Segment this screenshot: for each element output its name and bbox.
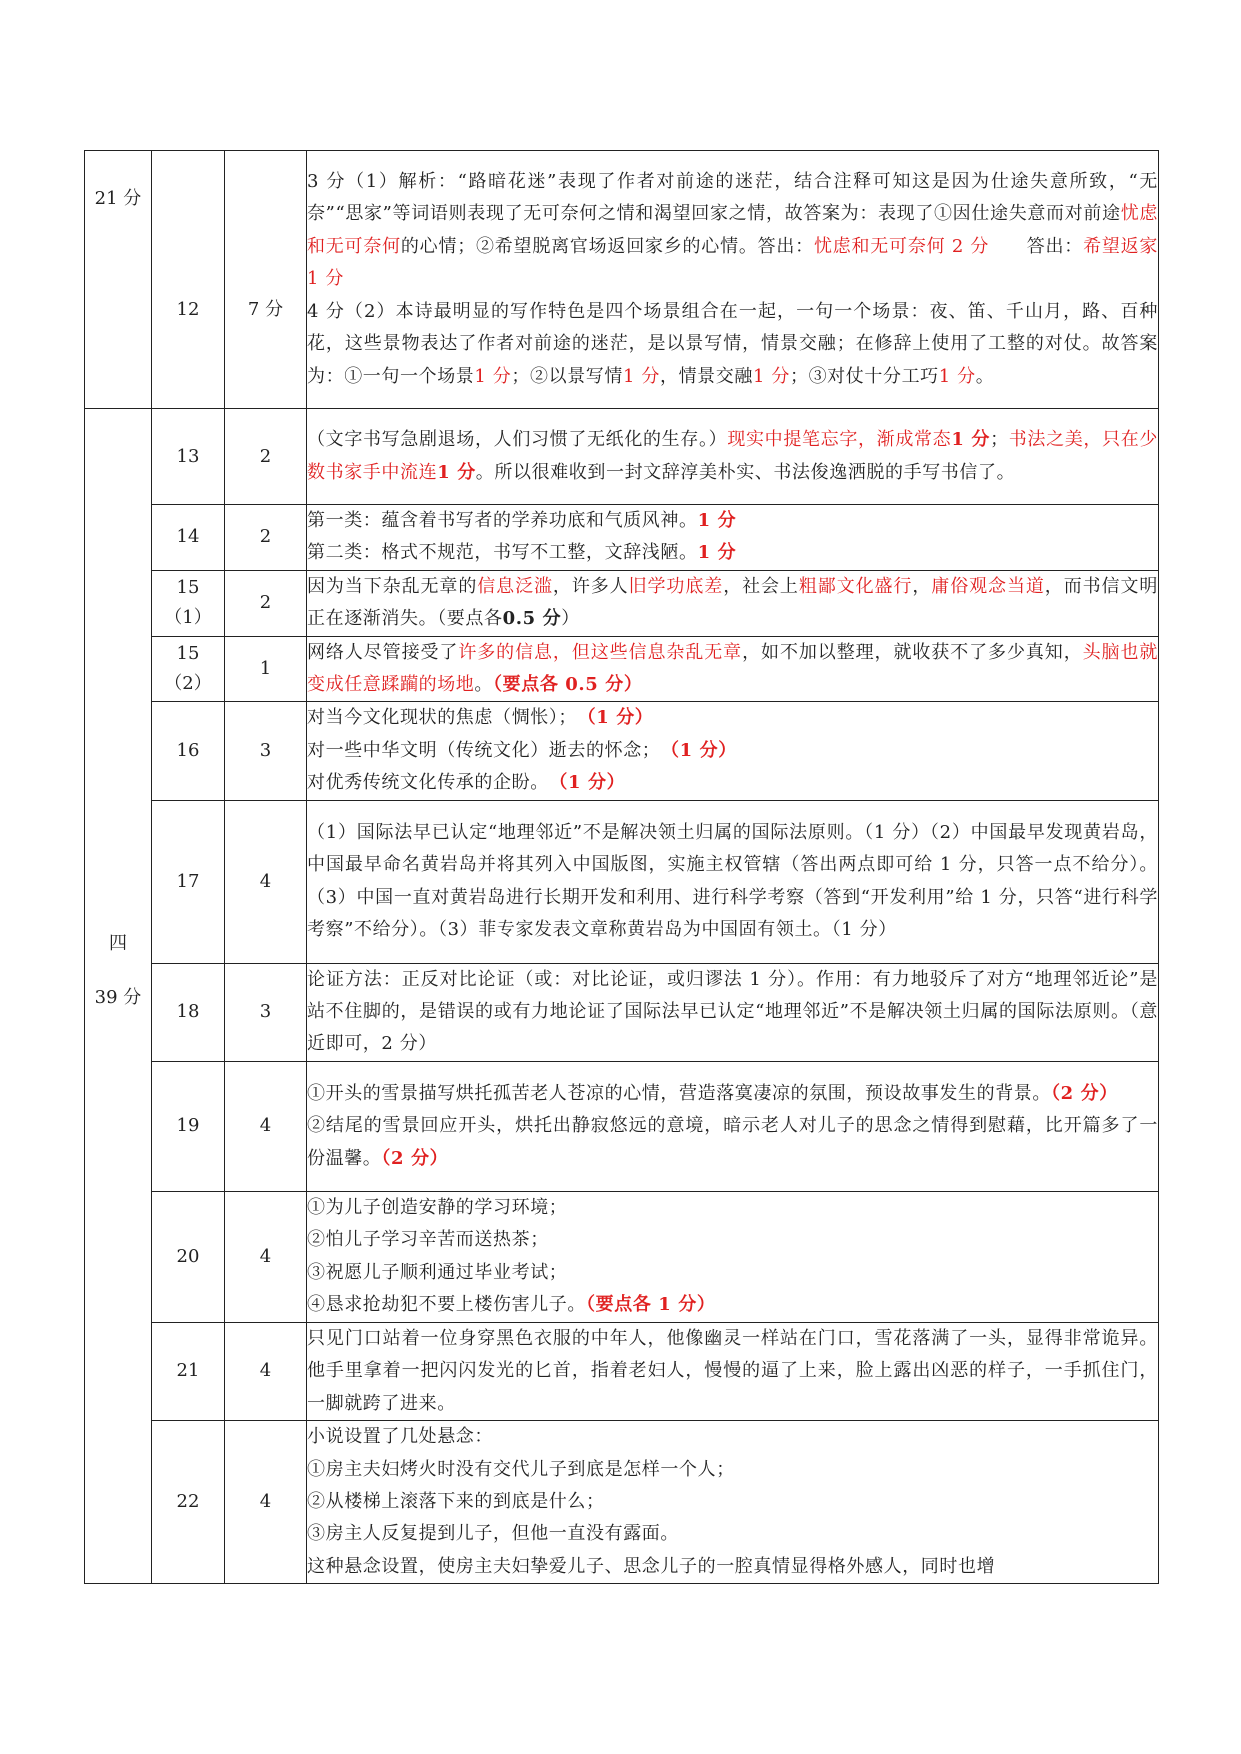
answer-text: ；③对仗十分工巧: [789, 365, 939, 387]
answer-cell: [307, 636, 1159, 702]
answer-text: 网络人尽管接受了: [307, 641, 459, 663]
answer-text: ②结尾的雪景回应开头，烘托出静寂悠远的意境，暗示老人对儿子的思念之情得到慰藉，比开篇多了一份温馨。: [307, 1115, 1158, 1169]
answer-text: （要点各 0.5 分）: [493, 674, 643, 696]
answer-cell: [307, 1191, 1159, 1322]
answer-paragraph: [307, 1078, 1158, 1110]
answer-text: 庸俗观念当道: [931, 575, 1045, 597]
answer-text: 答出：: [989, 235, 1084, 257]
answer-text: 头脑也就变成任意蹂躏的场地: [307, 641, 1158, 696]
question-number: 20: [152, 1191, 225, 1322]
answer-paragraph: [307, 505, 1158, 537]
table-row: [85, 151, 1159, 409]
section-score: 21 分: [94, 188, 142, 209]
points-cell: 2: [225, 505, 307, 571]
answer-paragraph: [307, 767, 1158, 799]
answer-paragraph: [307, 964, 1158, 1061]
answer-text: 1 分: [697, 542, 737, 564]
points-cell: 4: [225, 800, 307, 963]
table-row: [85, 570, 1159, 636]
answer-cell: [307, 702, 1159, 800]
section-score: 39 分: [94, 987, 142, 1008]
answer-text: ③房主人反复提到儿子，但他一直没有露面。: [307, 1523, 679, 1545]
question-number: 16: [152, 702, 225, 800]
answer-text: （文字书写急剧退场，人们习惯了无纸化的生存。）: [307, 429, 728, 451]
points-cell: 2: [225, 570, 307, 636]
answer-text: （1）国际法早已认定“地理邻近”不是解决领土归属的国际法原则。（1 分）（2）中国最早发现黄岩岛，中国最早命名黄岩岛并将其列入中国版图，实施主权管辖（答出两点即可给 1 分，只答一点不给分）。（3）中国一直对黄岩岛进行长期开发和利用、进行科学考察（答到“开发利用”给 1 分，只答“进行科学考察”不给分）。（3）菲专家发表文章称黄岩岛为中国固有领土。（1 分）: [307, 821, 1158, 941]
answer-text: 许多的信息，但这些信息杂乱无章: [458, 641, 743, 663]
table-row: [85, 1191, 1159, 1322]
table-row: [85, 409, 1159, 505]
answer-text: 忧虑和无可奈何 2 分: [813, 235, 990, 257]
answer-paragraph: [307, 1192, 1158, 1224]
answer-text: 0.5 分: [502, 608, 562, 630]
table-row: [85, 1421, 1159, 1584]
answer-text: 1 分: [951, 429, 991, 451]
answer-text: 1 分: [697, 510, 737, 531]
table-row: [85, 1322, 1159, 1420]
answer-paragraph: [307, 735, 1158, 767]
answer-paragraph: [307, 1551, 1158, 1583]
points-cell: 4: [225, 1061, 307, 1191]
answer-cell: [307, 1061, 1159, 1191]
answer-cell: [307, 1322, 1159, 1420]
answer-text: ，社会上: [723, 575, 799, 597]
answer-text: （2 分）: [381, 1147, 449, 1169]
answer-text: 的心情；②希望脱离官场返回家乡的心情。答出：: [400, 235, 814, 257]
question-number: 18: [152, 963, 225, 1061]
answer-cell: [307, 800, 1159, 963]
answer-text: （1 分）: [558, 772, 626, 794]
answer-text: 4 分（2）本诗最明显的写作特色是四个场景组合在一起，一句一个场景：夜、笛、千山月，路、百种花，这些景物表达了作者对前途的迷茫，是以景写情，情景交融；在修辞上使用了工整的对仗。故答案为：①一句一个场景: [307, 300, 1158, 387]
answer-cell: [307, 409, 1159, 505]
points-cell: 3: [225, 963, 307, 1061]
answer-paragraph: [307, 1486, 1158, 1518]
answer-text: 信息泛滥: [477, 575, 553, 597]
answer-paragraph: [307, 702, 1158, 734]
table-row: [85, 702, 1159, 800]
answer-text: 对一些中华文明（传统文化）逝去的怀念；: [307, 739, 670, 761]
answer-text: ，许多人: [552, 575, 629, 597]
answer-text: 旧学功底差: [628, 575, 724, 597]
points-cell: 4: [225, 1421, 307, 1584]
answer-text: ，而书信文明正在逐渐消失。（要点各: [307, 575, 1158, 630]
answer-cell: [307, 963, 1159, 1061]
answer-cell: [307, 505, 1159, 571]
answer-text: ）: [561, 608, 580, 630]
answer-text: ；: [990, 429, 1009, 451]
answer-paragraph: [307, 1224, 1158, 1256]
table-row: [85, 800, 1159, 963]
answer-text: 1 分: [752, 365, 790, 387]
table-row: [85, 1061, 1159, 1191]
section-cell: [85, 151, 152, 409]
question-number: 15 （1）: [152, 570, 225, 636]
points-cell: 1: [225, 636, 307, 702]
question-number: 22: [152, 1421, 225, 1584]
answer-text: 现实中提笔忘字，渐成常态: [727, 429, 952, 451]
answer-text: ②从楼梯上滚落下来的到底是什么；: [307, 1490, 605, 1512]
answer-text: ；②以景写情: [511, 365, 623, 387]
answer-text: 1 分: [938, 365, 976, 387]
table-row: [85, 636, 1159, 702]
points-cell: 2: [225, 409, 307, 505]
question-number: 13: [152, 409, 225, 505]
answer-text: ③祝愿儿子顺利通过毕业考试；: [307, 1261, 568, 1283]
answer-text: ①为儿子创造安静的学习环境；: [307, 1197, 568, 1219]
answer-text: 只见门口站着一位身穿黑色衣服的中年人，他像幽灵一样站在门口，雪花落满了一头，显得非常诡异。他手里拿着一把闪闪发光的匕首，指着老妇人，慢慢的逼了上来，脸上露出凶恶的样子，一手抓住门，一脚就跨了进来。: [307, 1327, 1158, 1414]
section-label: 四: [109, 933, 127, 954]
table-row: [85, 963, 1159, 1061]
answer-text: 对当今文化现状的焦虑（惆怅）；: [307, 707, 587, 729]
points-cell: 7 分: [225, 151, 307, 409]
answer-paragraph: [307, 1323, 1158, 1420]
answer-text: 1 分: [474, 365, 512, 387]
answer-paragraph: [307, 1110, 1158, 1175]
question-number: 12: [152, 151, 225, 409]
answer-paragraph: [307, 296, 1158, 393]
answer-text: ①房主夫妇烤火时没有交代儿子到底是怎样一个人；: [307, 1458, 735, 1480]
answer-table: [84, 150, 1159, 1584]
answer-text: ①开头的雪景描写烘托孤苦老人苍凉的心情，营造落寞凄凉的氛围，预设故事发生的背景。: [307, 1082, 1051, 1104]
section-cell: [85, 409, 152, 1584]
answer-text: 论证方法：正反对比论证（或：对比论证，或归谬法 1 分）。作用：有力地驳斥了对方“地理邻近论”是站不住脚的，是错误的或有力地论证了国际法早已认定“地理邻近”不是解决领土归属的国际法原则。（意近即可，2 分）: [307, 968, 1158, 1055]
answer-text: 这种悬念设置，使房主夫妇挚爱儿子、思念儿子的一腔真情显得格外感人，同时也增: [307, 1555, 996, 1577]
answer-text: ④恳求抢劫犯不要上楼伤害儿子。: [307, 1294, 586, 1316]
answer-cell: [307, 1421, 1159, 1584]
answer-text: 小说设置了几处悬念：: [307, 1426, 493, 1448]
answer-text: 忧虑和无可奈何: [307, 203, 1158, 257]
answer-text: 1 分: [437, 461, 476, 483]
question-number: 15 （2）: [152, 636, 225, 702]
table-row: [85, 505, 1159, 571]
answer-paragraph: [307, 637, 1158, 702]
answer-paragraph: [307, 1289, 1158, 1321]
answer-text: 粗鄙文化盛行: [798, 575, 913, 597]
answer-text: 第二类：格式不规范，书写不工整，文辞浅陋。: [307, 542, 698, 564]
answer-text: 1 分: [623, 365, 660, 387]
question-number: 21: [152, 1322, 225, 1420]
answer-paragraph: [307, 1454, 1158, 1486]
answer-text: ②怕儿子学习辛苦而送热茶；: [307, 1229, 549, 1251]
answer-text: 。: [975, 365, 995, 387]
answer-text: 因为当下杂乱无章的: [307, 575, 478, 597]
answer-text: ，如不加以整理，就收获不了多少真知，: [742, 641, 1083, 663]
answer-text: 。所以很难收到一封文辞淳美朴实、书法俊逸洒脱的手写书信了。: [475, 461, 1016, 483]
answer-text: 书法之美，只在少数书家手中流连: [307, 429, 1158, 483]
points-cell: 4: [225, 1191, 307, 1322]
answer-text: 3 分（1）解析：“路暗花迷”表现了作者对前途的迷茫，结合注释可知这是因为仕途失意所致，“无奈”“思家”等词语则表现了无可奈何之情和渴望回家之情，故答案为：表现了①因仕途失意而对前途: [307, 171, 1158, 225]
question-number: 14: [152, 505, 225, 571]
answer-paragraph: [307, 571, 1158, 636]
answer-text: （2 分）: [1051, 1082, 1118, 1104]
question-number: 17: [152, 800, 225, 963]
answer-text: 第一类：蕴含着书写者的学养功底和气质风神。: [307, 510, 698, 531]
answer-cell: [307, 570, 1159, 636]
points-cell: 4: [225, 1322, 307, 1420]
points-cell: 3: [225, 702, 307, 800]
answer-paragraph: [307, 166, 1158, 296]
answer-paragraph: [307, 424, 1158, 489]
answer-paragraph: [307, 1421, 1158, 1453]
answer-text: ，: [912, 575, 932, 597]
answer-paragraph: [307, 1257, 1158, 1289]
answer-paragraph: [307, 817, 1158, 947]
answer-paragraph: [307, 1518, 1158, 1550]
answer-text: 。: [474, 674, 494, 696]
answer-text: （要点各 1 分）: [586, 1294, 716, 1316]
answer-text: 希望返家 1 分: [307, 235, 1159, 290]
answer-text: （1 分）: [670, 739, 737, 761]
answer-cell: [307, 151, 1159, 409]
answer-text: 对优秀传统文化传承的企盼。: [307, 772, 559, 794]
question-number: 19: [152, 1061, 225, 1191]
answer-text: ，情景交融: [659, 365, 753, 387]
answer-paragraph: [307, 537, 1158, 569]
answer-text: （1 分）: [586, 707, 654, 729]
